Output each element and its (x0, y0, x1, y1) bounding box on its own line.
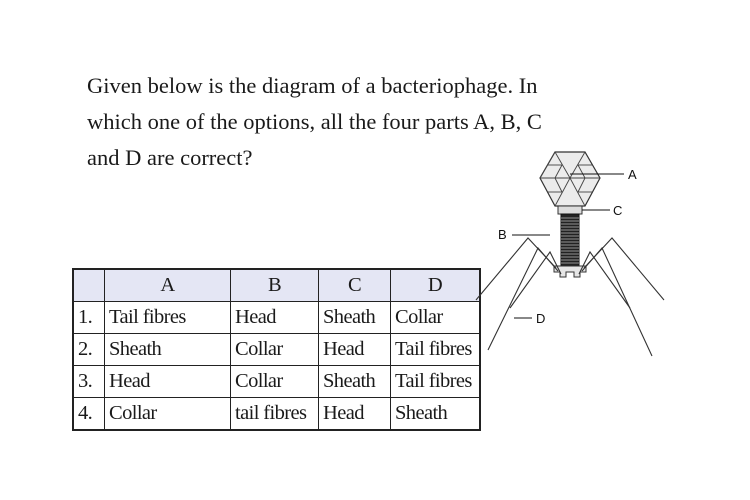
cell-part-a: Sheath (105, 334, 231, 366)
cell-part-a: Tail fibres (105, 302, 231, 334)
cell-part-b: Collar (231, 334, 319, 366)
cell-part-b: tail fibres (231, 398, 319, 431)
header-b: B (231, 269, 319, 302)
options-table (72, 268, 481, 431)
phage-collar (558, 206, 582, 214)
phage-sheath (561, 214, 579, 266)
phage-base-plate (554, 266, 586, 277)
question-line-3: and D are correct? (87, 145, 253, 170)
header-c: C (319, 269, 391, 302)
cell-part-a: Head (105, 366, 231, 398)
option-number: 1. (73, 302, 105, 334)
question-line-1: Given below is the diagram of a bacteriophage. In (87, 73, 538, 98)
label-c: C (613, 203, 623, 218)
option-number: 2. (73, 334, 105, 366)
table-header-row (73, 269, 480, 302)
option-number: 3. (73, 366, 105, 398)
table-row (73, 366, 480, 398)
cell-part-b: Head (231, 302, 319, 334)
bacteriophage-diagram (470, 140, 710, 370)
cell-part-b: Collar (231, 366, 319, 398)
header-d: D (391, 269, 481, 302)
cell-part-c: Sheath (319, 302, 391, 334)
label-d: D (536, 311, 546, 326)
cell-part-a: Collar (105, 398, 231, 431)
header-a: A (105, 269, 231, 302)
cell-part-c: Sheath (319, 366, 391, 398)
label-b: B (498, 227, 507, 242)
header-blank (73, 269, 105, 302)
cell-part-d: Tail fibres (391, 366, 481, 398)
cell-part-d: Sheath (391, 398, 481, 431)
option-number: 4. (73, 398, 105, 431)
label-a: A (628, 167, 637, 182)
question-line-2: which one of the options, all the four parts A, B, C (87, 109, 542, 134)
table-row (73, 398, 480, 431)
phage-head (540, 152, 600, 206)
cell-part-c: Head (319, 398, 391, 431)
cell-part-d: Tail fibres (391, 334, 481, 366)
table-row (73, 302, 480, 334)
cell-part-d: Collar (391, 302, 481, 334)
table-row (73, 334, 480, 366)
cell-part-c: Head (319, 334, 391, 366)
